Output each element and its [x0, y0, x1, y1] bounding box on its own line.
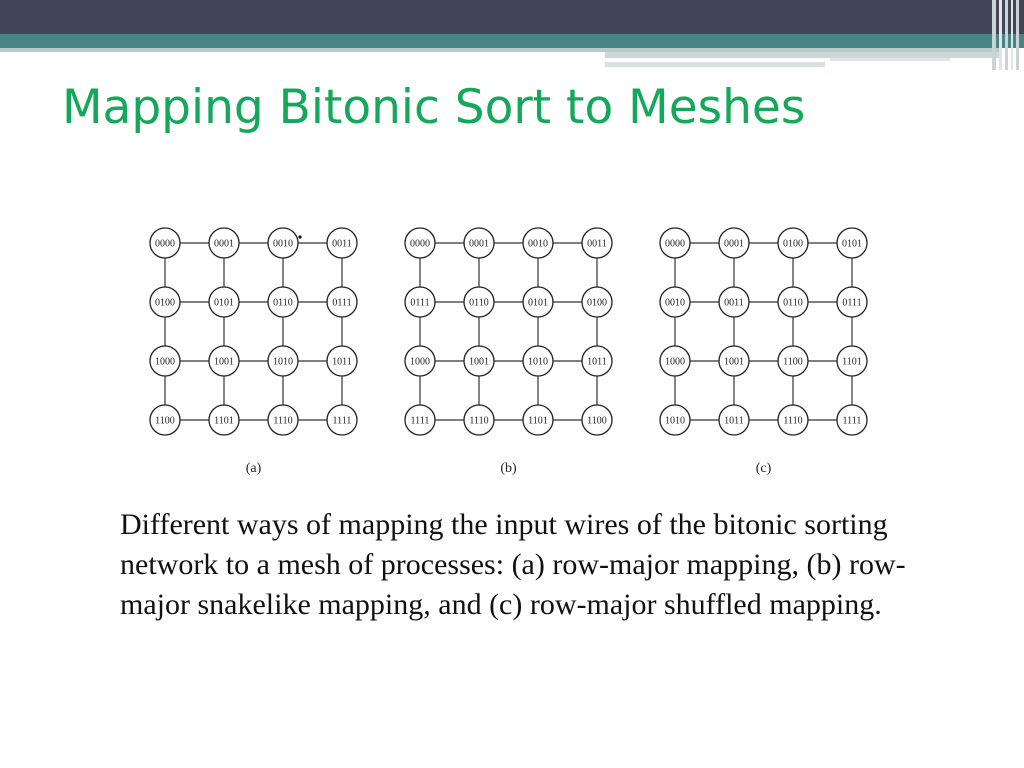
panel-label: (b) — [500, 461, 517, 476]
node-label: 0110 — [273, 297, 293, 309]
node-label: 1001 — [724, 356, 744, 368]
decor-stripe — [992, 0, 996, 70]
node-label: 0111 — [842, 297, 862, 309]
node-label: 1001 — [214, 356, 234, 368]
node-label: 0111 — [332, 297, 352, 309]
node-label: 0111 — [410, 297, 430, 309]
decor-stripe — [1016, 0, 1019, 70]
panel-label: (c) — [755, 461, 772, 476]
node-label: 1100 — [587, 415, 607, 427]
node-label: 1110 — [783, 415, 803, 427]
node-label: 1000 — [410, 356, 430, 368]
node-label: 0000 — [410, 238, 430, 250]
node-label: 1000 — [155, 356, 175, 368]
node-label: 0001 — [724, 238, 744, 250]
node-label: 0110 — [469, 297, 489, 309]
decor-stripe — [999, 0, 1002, 70]
node-label: 0100 — [155, 297, 175, 309]
node-label: 1011 — [724, 415, 744, 427]
panel-label: (a) — [245, 461, 262, 476]
decor-rule — [605, 62, 825, 67]
node-label: 0101 — [842, 238, 862, 250]
node-label: 1011 — [587, 356, 607, 368]
node-label: 0010 — [273, 238, 293, 250]
node-label: 0101 — [214, 297, 234, 309]
node-label: 1110 — [273, 415, 293, 427]
node-label: 0010 — [665, 297, 685, 309]
figure-caption: Different ways of mapping the input wires of the bitonic sorting network to a mesh of processes: (a) row-major mapping, (b) row-major snakelike mapping, and (c) row-major shuffled mapping. — [120, 508, 906, 621]
node-label: 0011 — [332, 238, 352, 250]
node-label: 0000 — [155, 238, 175, 250]
node-label: 1100 — [155, 415, 175, 427]
node-label: 1100 — [783, 356, 803, 368]
node-label: 0001 — [469, 238, 489, 250]
top-decor-bar — [0, 0, 1024, 34]
mesh-panel — [405, 228, 612, 476]
node-label: 1001 — [469, 356, 489, 368]
node-label: 1111 — [842, 415, 862, 427]
node-label: 0011 — [724, 297, 744, 309]
mesh-panel — [660, 228, 867, 476]
node-label: 1101 — [842, 356, 862, 368]
node-label: 0101 — [528, 297, 548, 309]
slide-title: Mapping Bitonic Sort to Meshes — [62, 80, 806, 135]
node-label: 0011 — [587, 238, 607, 250]
decor-stripe — [1005, 0, 1008, 70]
stray-dot — [298, 235, 301, 238]
node-label: 0110 — [783, 297, 803, 309]
node-label: 1101 — [528, 415, 548, 427]
node-label: 0000 — [665, 238, 685, 250]
node-label: 1010 — [273, 356, 293, 368]
node-label: 0001 — [214, 238, 234, 250]
node-label: 1000 — [665, 356, 685, 368]
decor-stripe — [1011, 0, 1013, 70]
node-label: 1111 — [332, 415, 352, 427]
node-label: 1011 — [332, 356, 352, 368]
node-label: 1110 — [469, 415, 489, 427]
node-label: 0100 — [783, 238, 803, 250]
node-label: 1010 — [528, 356, 548, 368]
mesh-mapping-diagram — [140, 215, 890, 480]
node-label: 1111 — [410, 415, 430, 427]
node-label: 0010 — [528, 238, 548, 250]
node-label: 0100 — [587, 297, 607, 309]
decor-rule — [830, 58, 950, 61]
teal-decor-bar — [0, 34, 1024, 48]
node-label: 1010 — [665, 415, 685, 427]
node-label: 1101 — [214, 415, 234, 427]
mesh-panel — [150, 228, 357, 476]
